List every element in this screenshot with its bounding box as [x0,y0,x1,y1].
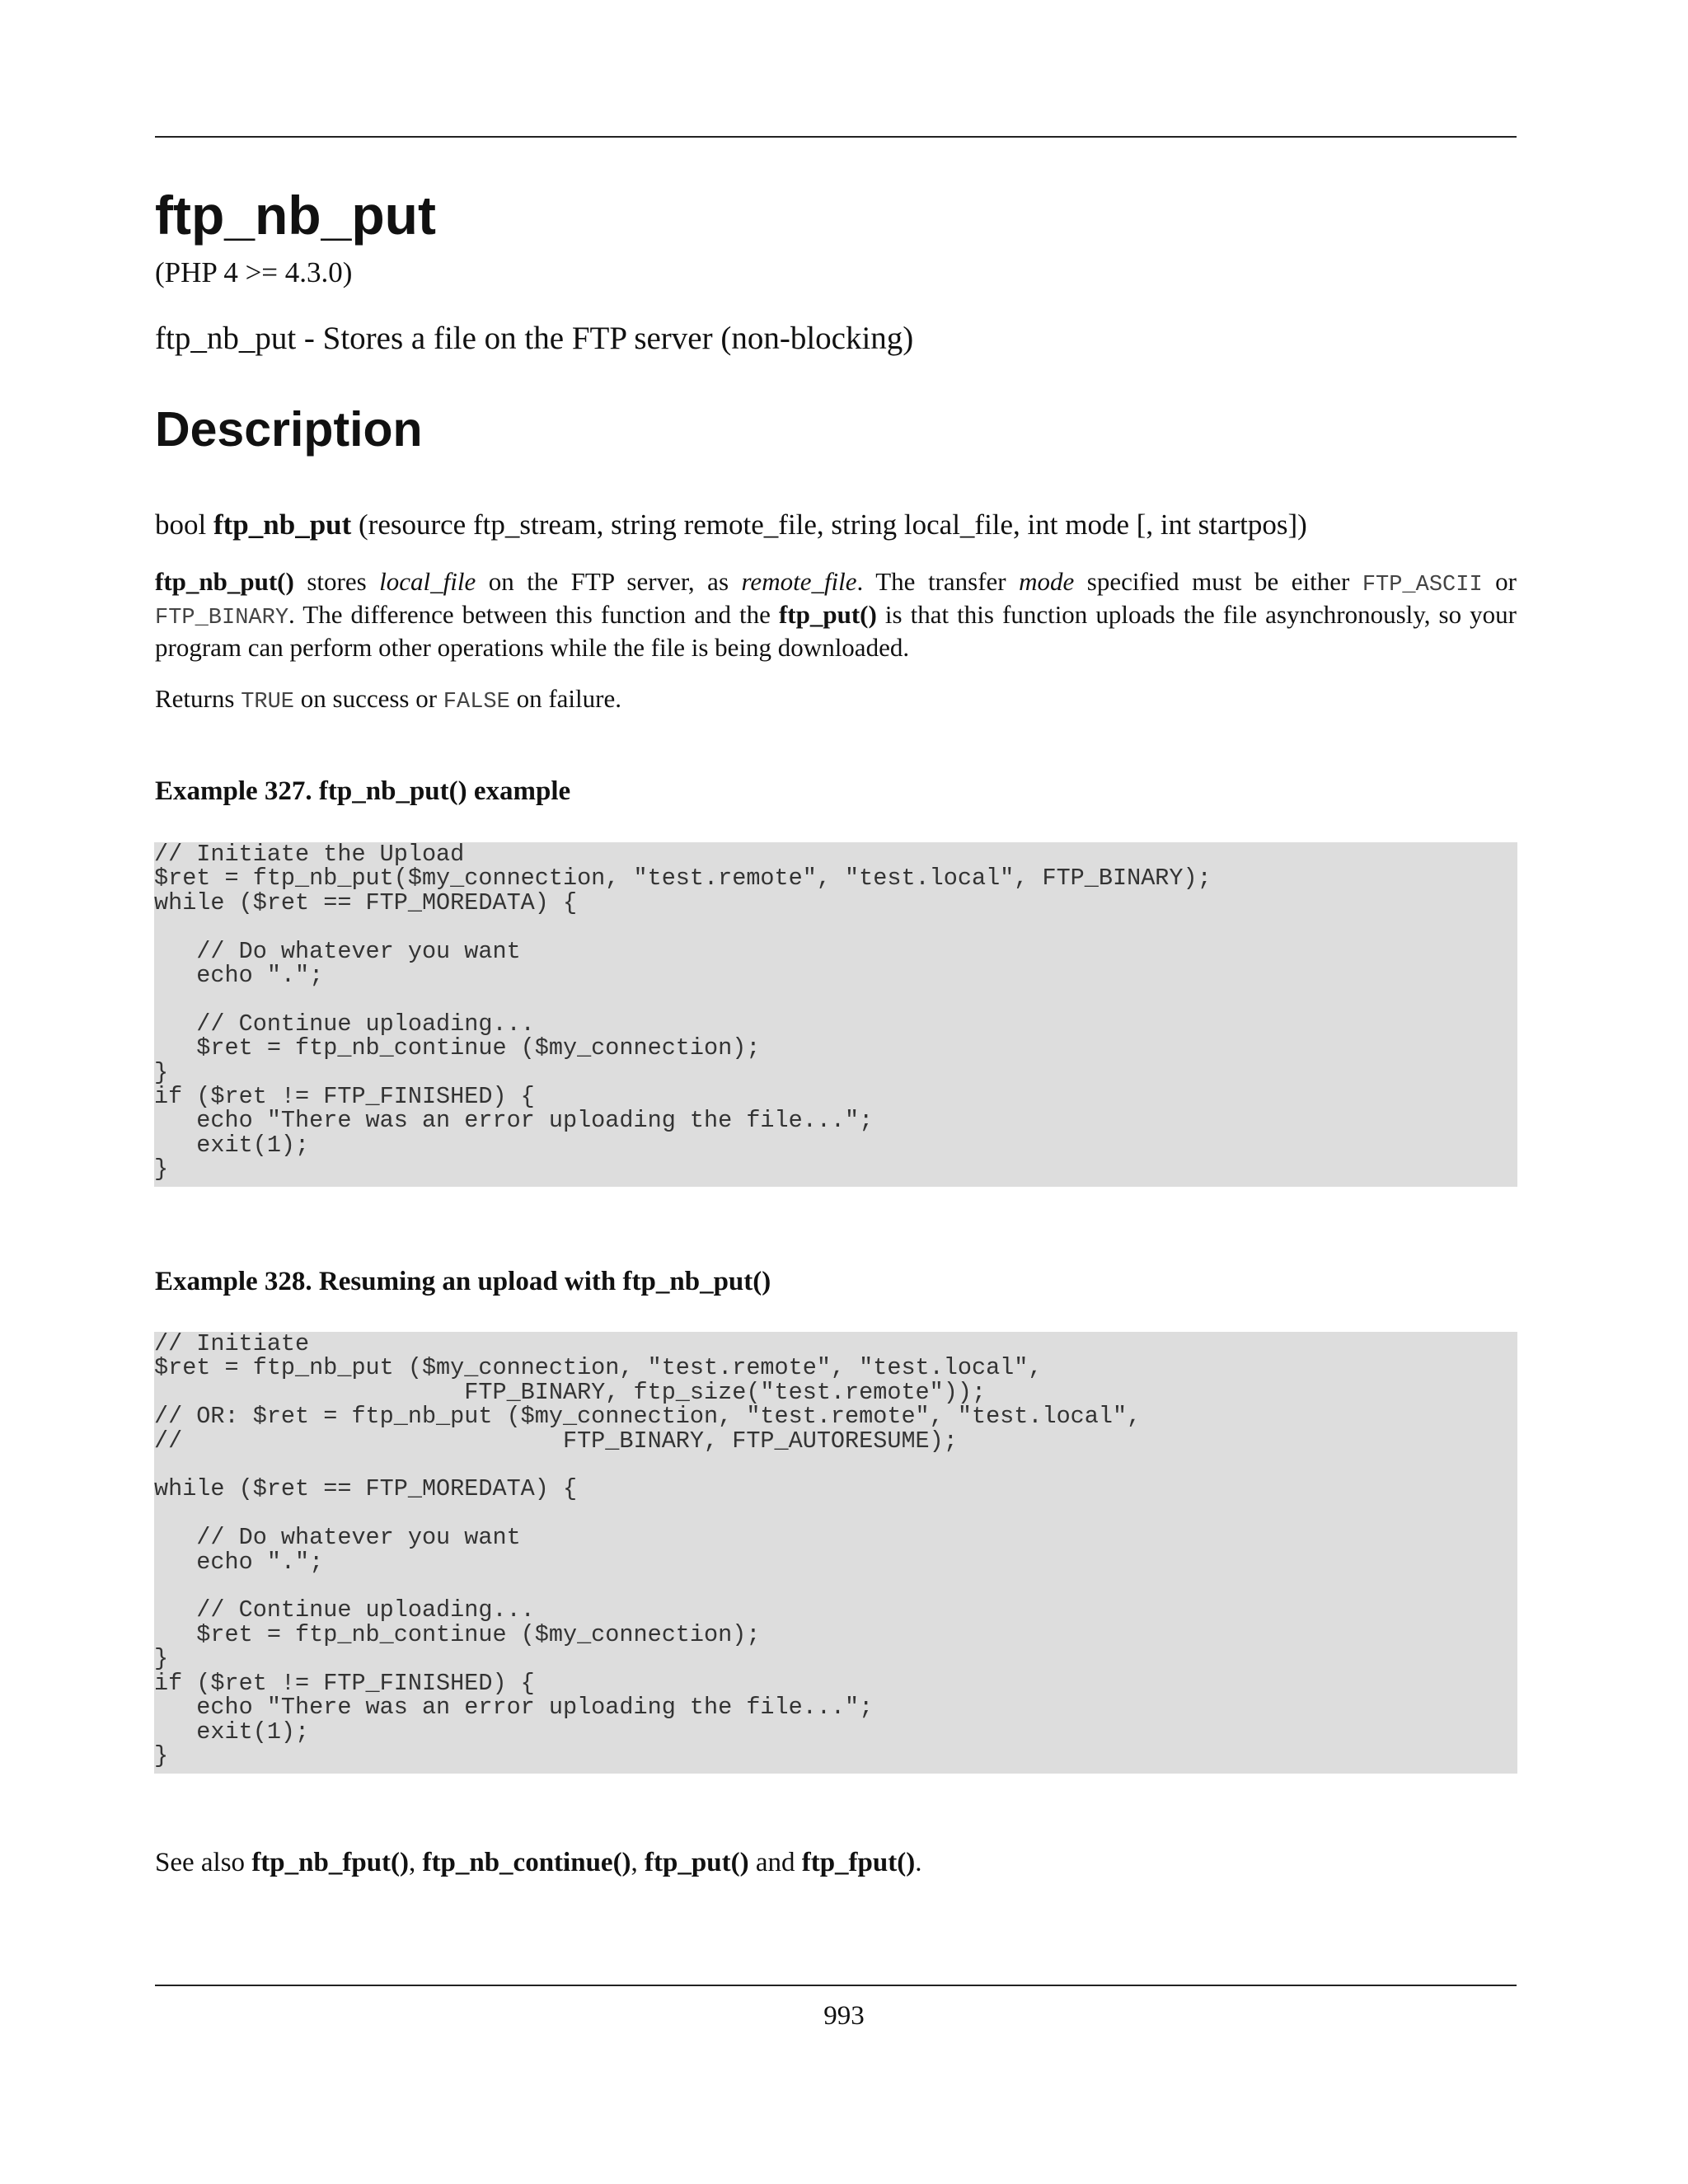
constant-ftp-binary: FTP_BINARY [155,606,289,630]
example-328-code: // Initiate $ret = ftp_nb_put ($my_connection, "test.remote", "test.local", FTP_BINARY, ftp_size("test.remote")); // OR: $ret = ftp_nb_put ($my_connection, "test.remote", "test.local", // FTP_BINARY, FTP_AUTORESUME); while ($ret == FTP_MOREDATA) { // Do whatever you want echo "."; // Continue uploading... $ret = ftp_nb_continue ($my_connection); } if ($ret != FTP_FINISHED) { echo "There was an error uploading the file..."; exit(1); } [154,1332,1517,1774]
function-purpose: ftp_nb_put - Stores a file on the FTP server (non-blocking) [155,321,914,356]
page-number: 993 [823,2001,865,2031]
returns-paragraph [155,684,1517,717]
example-327-code: // Initiate the Upload $ret = ftp_nb_put($my_connection, "test.remote", "test.local", FTP_BINARY); while ($ret == FTP_MOREDATA) { // Do whatever you want echo "."; // Continue uploading... $ret = ftp_nb_continue ($my_connection); } if ($ret != FTP_FINISHED) { echo "There was an error uploading the file..."; exit(1); } [154,842,1517,1187]
synopsis-function-name: ftp_nb_put [213,509,352,541]
text-span: Returns [155,684,241,713]
description-heading: Description [155,402,423,457]
param-mode: mode [1019,567,1075,596]
text-span: See also [155,1848,252,1877]
constant-false: FALSE [443,690,510,715]
function-synopsis [155,508,1517,542]
synopsis-params: (resource ftp_stream, string remote_file, string local_file, int mode [, int startpos]) [359,509,1307,541]
description-paragraph [155,567,1517,663]
text-span: or [1482,567,1517,596]
text-span: . The difference between this function and the [288,600,779,629]
see-also-link[interactable]: ftp_nb_continue() [422,1848,631,1877]
text-span: . [915,1848,922,1877]
param-local-file: local_file [379,567,476,596]
text-span: specified must be either [1074,567,1362,596]
example-327-title: Example 327. ftp_nb_put() example [155,776,571,806]
example-328-title: Example 328. Resuming an upload with ftp_nb_put() [155,1267,771,1296]
function-ref: ftp_nb_put() [155,567,294,596]
text-span: stores [293,567,380,596]
see-also-link[interactable]: ftp_fput() [801,1848,916,1877]
text-span: , [409,1848,423,1877]
footer-rule [155,1985,1517,1986]
see-also-link[interactable]: ftp_nb_fput() [251,1848,410,1877]
function-ref-ftp-put: ftp_put() [778,600,877,629]
text-span: on failure. [509,684,621,713]
return-type: bool [155,509,207,541]
text-span: on the FTP server, as [476,567,742,596]
text-span: . The transfer [856,567,1020,596]
version-info: (PHP 4 >= 4.3.0) [155,256,353,288]
see-also [155,1848,921,1877]
text-span: , [631,1848,645,1877]
header-rule [155,136,1517,138]
text-span: on success or [294,684,443,713]
constant-ftp-ascii: FTP_ASCII [1362,573,1483,598]
param-remote-file: remote_file [741,567,857,596]
constant-true: TRUE [241,690,294,715]
page-title: ftp_nb_put [155,185,436,246]
see-also-link[interactable]: ftp_put() [645,1848,749,1877]
text-span: and [748,1848,802,1877]
text-span: is that this function uploads the file asynchronously, so your program can perform other operations while the file is being downloaded. [155,600,1517,662]
